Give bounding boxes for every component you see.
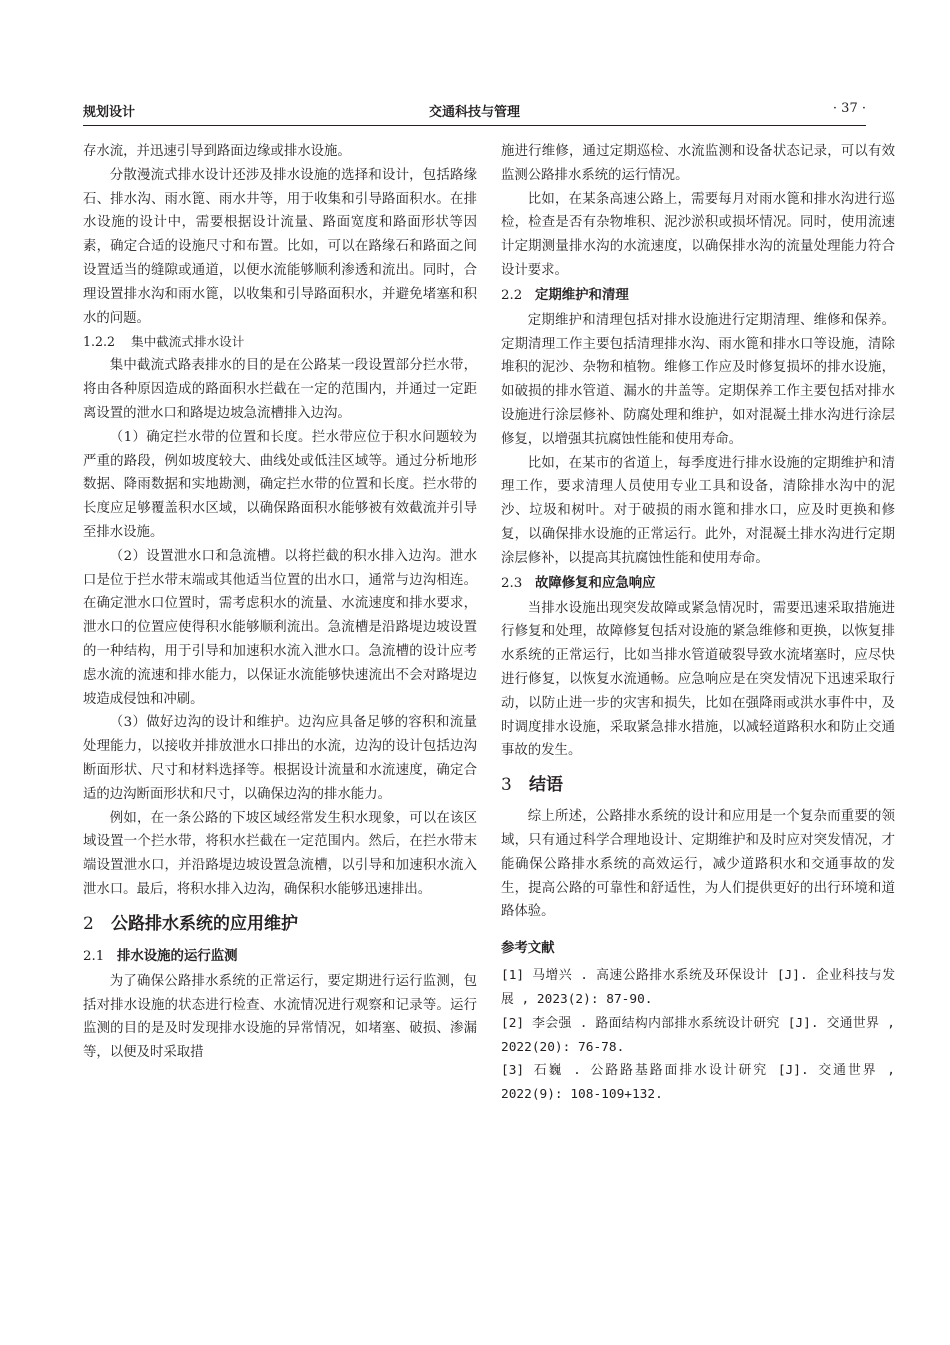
heading-number: 3 [501,775,512,796]
reference-item: [3] 石巍 . 公路路基路面排水设计研究 [J]. 交通世界 , 2022(9): 108-109+132. [501,1063,895,1103]
heading-title: 定期维护和清理 [535,287,629,303]
heading-title: 公路排水系统的应用维护 [111,913,298,934]
running-header [83,101,866,123]
section-heading-2 [83,910,477,938]
paragraph: 分散漫流式排水设计还涉及排水设施的选择和设计，包括路缘石、排水沟、雨水篦、雨水井等，用于收集和引导路面积水。在排水设施的设计中，需要根据设计流量、路面宽度和路面形状等因素，确定合适的设施尺寸和布置。比如，可以在路缘石和路面之间设置适当的缝隙或通道，以便水流能够顺利渗透和流出。同时，合理设置排水沟和雨水篦，以收集和引导路面积水，并避免堵塞和积水的问题。 [83,167,477,326]
journal-title: 交通科技与管理 [428,105,520,120]
heading-title: 集中截流式排水设计 [131,334,245,350]
subsection-heading-2-3 [501,571,895,597]
heading-number: 2.2 [501,287,523,303]
heading-number: 2.1 [83,948,105,964]
paragraph: 当排水设施出现突发故障或紧急情况时，需要迅速采取措施进行修复和处理，故障修复包括对设施的紧急维修和更换，以恢复排水系统的正常运行，比如当排水管道破裂导致水流堵塞时，应尽快进行修复，以恢复水流通畅。应急响应是在突发情况下迅速采取行动，以防止进一步的灾害和损失，比如在强降雨或洪水事件中，及时调度排水设施，采取紧急排水措施，以减轻道路积水和防止交通事故的发生。 [501,600,895,759]
paragraph: 比如，在某市的省道上，每季度进行排水设施的定期维护和清理工作，要求清理人员使用专业工具和设备，清除排水沟中的泥沙、垃圾和树叶。对于破损的雨水篦和排水口，应及时更换和修复，以确保排水设施的正常运行。此外，对混凝土排水沟进行定期涂层修补，以提高其抗腐蚀性能和使用寿命。 [501,455,895,566]
heading-title: 排水设施的运行监测 [117,948,238,964]
heading-title: 结语 [529,775,563,796]
paragraph: 存水流，并迅速引导到路面边缘或排水设施。 [83,144,351,159]
reference-item: [2] 李会强 . 路面结构内部排水系统设计研究 [J]. 交通世界 , 2022(20): 76-78. [501,1015,895,1055]
references-heading: 参考文献 [501,941,555,957]
heading-number: 2.3 [501,575,523,591]
paragraph: 集中截流式路表排水的目的是在公路某一段设置部分拦水带，将由各种原因造成的路面积水拦截在一定的范围内，并通过一定距离设置的泄水口和路堤边坡急流槽排入边沟。 [83,358,477,421]
heading-number: 1.2.2 [83,334,116,350]
paragraph: （2）设置泄水口和急流槽。以将拦截的积水排入边沟。泄水口是位于拦水带末端或其他适当位置的出水口，通常与边沟相连。在确定泄水口位置时，需考虑积水的流量、水流速度和排水要求，泄水口的位置应使得积水能够顺利流出。急流槽是沿路堤边坡设置的一种结构，用于引导和加速积水流入泄水口。急流槽的设计应考虑水流的流速和排水能力，以保证水流能够快速流出不会对路堤边坡造成侵蚀和冲刷。 [83,548,477,707]
heading-title: 故障修复和应急响应 [535,575,656,591]
subsection-heading-1-2-2 [83,330,477,354]
page-number: · 37 · [832,101,866,116]
paragraph: （1）确定拦水带的位置和长度。拦水带应位于积水问题较为严重的路段，例如坡度较大、曲线处或低洼区域等。通过分析地形数据、降雨数据和实地勘测，确定拦水带的位置和长度。拦水带的长度应足够覆盖积水区域，以确保路面积水能够被有效截流并引导至排水设施。 [83,429,477,540]
paragraph: 为了确保公路排水系统的正常运行，要定期进行运行监测，包括对排水设施的状态进行检查、水流情况进行观察和记录等。运行监测的目的是及时发现排水设施的异常情况，如堵塞、破损、渗漏等，以便及时采取措 [83,973,477,1061]
paragraph: 施进行维修，通过定期巡检、水流监测和设备状态记录，可以有效监测公路排水系统的运行情况。 [501,144,895,183]
paragraph: （3）做好边沟的设计和维护。边沟应具备足够的容积和流量处理能力，以接收并排放泄水口排出的水流，边沟的设计包括边沟断面形状、尺寸和材料选择等。根据设计流量和水流速度，确定合适的边沟断面形状和尺寸，以确保边沟的排水能力。 [83,715,477,802]
subsection-heading-2-2 [501,283,895,309]
subsection-heading-2-1 [83,944,477,970]
section-label: 规划设计 [83,105,136,120]
heading-number: 2 [83,913,94,934]
paragraph: 综上所述，公路排水系统的设计和应用是一个复杂而重要的领域，只有通过科学合理地设计、定期维护和及时应对突发情况，才能确保公路排水系统的高效运行，减少道路积水和交通事故的发生，提高公路的可靠性和舒适性，为人们提供更好的出行环境和道路体验。 [501,809,895,920]
right-column [501,140,895,1107]
header-rule [83,125,866,126]
section-heading-3 [501,771,895,799]
reference-item: [1] 马增兴 . 高速公路排水系统及环保设计 [J]. 企业科技与发展 , 2023(2): 87-90. [501,968,895,1007]
paragraph: 比如，在某条高速公路上，需要每月对雨水篦和排水沟进行巡检，检查是否有杂物堆积、泥沙淤积或损坏情况。同时，使用流速计定期测量排水沟的水流速度，以确保排水沟的流量处理能力符合设计要求。 [501,191,895,278]
left-column [83,140,477,1065]
paragraph: 例如，在一条公路的下坡区域经常发生积水现象，可以在该区域设置一个拦水带，将积水拦截在一定范围内。然后，在拦水带末端设置泄水口，并沿路堤边坡设置急流槽，以引导和加速积水流入泄水口。最后，将积水排入边沟，确保积水能够迅速排出。 [83,810,477,897]
paragraph: 定期维护和清理包括对排水设施进行定期清理、维修和保养。定期清理工作主要包括清理排水沟、雨水篦和排水口等设施，清除堆积的泥沙、杂物和植物。维修工作应及时修复损坏的排水设施，如破损的排水管道、漏水的井盖等。定期保养工作主要包括对排水设施进行涂层修补、防腐处理和维护，如对混凝土排水沟进行涂层修复，以增强其抗腐蚀性能和使用寿命。 [501,312,895,447]
